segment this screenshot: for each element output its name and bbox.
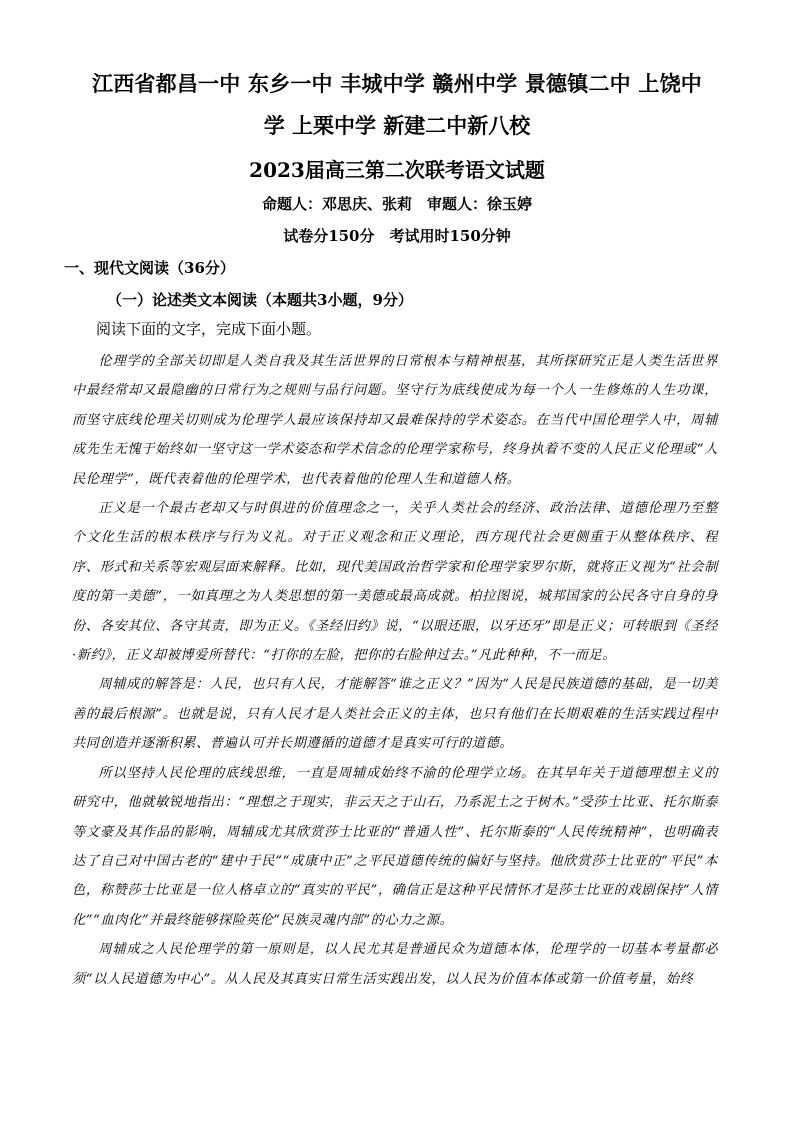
subsection-heading: （一）论述类文本阅读（本题共3小题，9分）: [107, 291, 413, 309]
reading-passage: [72, 347, 718, 994]
passage-paragraph: 周辅成的解答是：人民，也只有人民，才能解答“谁之正义？”因为“人民是民族道德的基础，是一切美善的最后根源”。也就是说，只有人民才是人类社会正义的主体，也只有他们在长期艰难的生活实践过程中共同创造并逐渐积累、普遍认可并长期遵循的道德才是真实可行的道德。: [72, 677, 718, 752]
exam-title-line-2: 学 上栗中学 新建二中新八校: [263, 113, 531, 138]
passage-paragraph: 正义是一个最古老却又与时俱进的价值理念之一，关乎人类社会的经济、政治法律、道德伦理乃至整个文化生活的根本秩序与行为义礼。对于正义观念和正义理论，西方现代社会更侧重于从整体秩序、程序、形式和关系等宏观层面来解释。比如，现代美国政治哲学家和伦理学家罗尔斯，就将正义视为“社会制度的第一美德”，一如真理之为人类思想的第一美德或最高成就。柏拉图说，城邦国家的公民各守自身的身份、各安其位、各守其责，即为正义。《圣经旧约》说，“以眼还眼，以牙还牙”即是正义；可转眼到《圣经·新约》，正义却被博爱所替代：“打你的左脸，把你的右脸伸过去。”凡此种种，不一而足。: [72, 501, 718, 664]
exam-title-line-1: 江西省都昌一中 东乡一中 丰城中学 赣州中学 景德镇二中 上饶中: [92, 71, 702, 96]
exam-info-line: 试卷分150分 考试用时150分钟: [283, 227, 511, 245]
reading-instruction: 阅读下面的文字，完成下面小题。: [96, 320, 322, 338]
passage-paragraph: 伦理学的全部关切即是人类自我及其生活世界的日常根本与精神根基，其所探研究正是人类生活世界中最经常却又最隐幽的日常行为之规则与品行问题。坚守行为底线使成为每一个人一生修炼的人生功课，而坚守底线伦理关切则成为伦理学人最应该保持却又最难保持的学术姿态。在当代中国伦理学人中，周辅成先生无愧于始终如一坚守这一学术姿态和学术信念的伦理学家称号，终身执着不变的人民正义伦理或“人民伦理学”，既代表着他的伦理学术，也代表着他的伦理人生和道德人格。: [72, 354, 718, 487]
passage-paragraph: 周辅成之人民伦理学的第一原则是，以人民尤其是普通民众为道德本体，伦理学的一切基本考量都必须“以人民道德为中心”。从人民及其真实日常生活实践出发，以人民为价值本体或第一价值考量，始终: [72, 942, 718, 987]
authors-line: 命题人：邓思庆、张莉 审题人：徐玉婷: [261, 195, 532, 213]
passage-paragraph: 所以坚持人民伦理的底线思维，一直是周辅成始终不渝的伦理学立场。在其早年关于道德理想主义的研究中，他就敏锐地指出：“理想之于现实，非云天之于山石，乃系泥土之于树木。”受莎士比亚、托尔斯泰等文豪及其作品的影响，周辅成尤其欣赏莎士比亚的“普通人性”、托尔斯泰的“人民传统精神”，也明确表达了自己对中国古老的“建中于民”“成康中正”之平民道德传统的偏好与坚持。他欣赏莎士比亚的“平民”本色，称赞莎士比亚是一位人格卓立的“真实的平民”，确信正是这种平民情怀才是莎士比亚的戏剧保持“人情化”“血肉化”并最终能够探险英伦“民族灵魂内部”的心力之源。: [72, 765, 718, 928]
exam-title-line-3: 2023届高三第二次联考语文试题: [249, 158, 545, 182]
section-heading: 一、现代文阅读（36分）: [64, 259, 235, 277]
